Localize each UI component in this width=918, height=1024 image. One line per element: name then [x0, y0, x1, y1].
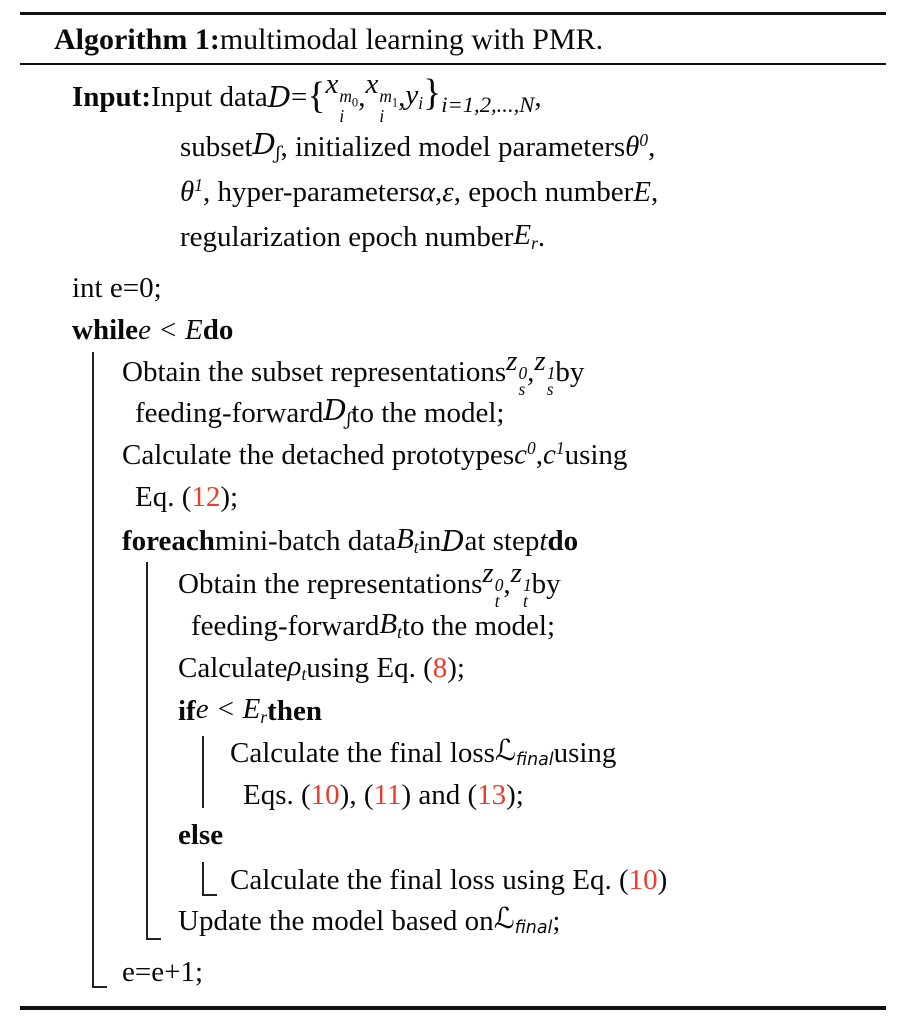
foreach-block-rule — [146, 562, 161, 940]
algorithm-title-text: multimodal learning with PMR. — [219, 23, 604, 56]
while-block-rule — [92, 352, 107, 988]
algorithm-line: feeding-forward $D_ʃ$ to the model; — [135, 393, 505, 431]
if-block-rule — [202, 736, 204, 808]
algorithm-title — [54, 20, 603, 60]
algorithm-line: if $e < E_r$ then — [178, 693, 322, 728]
else-block-rule — [202, 862, 217, 896]
algorithm-line: Eqs. ( 10 ), ( 11 ) and ( 13 ); — [243, 778, 524, 811]
algorithm-line: Eq. ( 12 ); — [135, 480, 239, 513]
bottom-rule — [20, 1006, 886, 1010]
algorithm-title-keyword: Algorithm 1: — [54, 23, 220, 56]
top-rule — [20, 12, 886, 15]
algorithm-line: e=e+1; — [122, 955, 204, 988]
algorithm-line: Calculate $\rho_t$ using Eq. ( 8 ); — [178, 650, 465, 685]
algorithm-line: Calculate the final loss ℒ$_{final}$ using — [230, 733, 617, 771]
algorithm-line: Calculate the detached prototypes $c^0$ , $c^1$ using — [122, 438, 628, 471]
algorithm-line: Calculate the final loss using Eq. ( 10 ) — [230, 863, 668, 896]
algorithm-line: Obtain the representations z 0 t , z 1 t by — [178, 556, 561, 612]
algorithm-line: while e < E do — [72, 313, 234, 346]
input-line: subset $D_ʃ$ , initialized model parameters $\theta^0$ , — [180, 127, 656, 165]
mid-rule — [20, 63, 886, 65]
algorithm-line: else — [178, 818, 224, 851]
algorithm-line: Update the model based on ℒ$_{final}$ ; — [178, 901, 561, 939]
input-line: Input: Input data D = { x $m_0$ i , x $m_1$ i , $y_i$ }$_{i=1,2,...,N}$ , — [72, 67, 542, 127]
algorithm-line: feeding-forward $B_t$ to the model; — [191, 608, 555, 643]
algorithm-line: Obtain the subset representations z 0 s , z 1 s by — [122, 344, 585, 400]
algorithm-line: int e=0; — [72, 271, 162, 304]
algorithm-line: foreach mini-batch data $B_t$ in D at step t do — [122, 523, 579, 558]
input-line: $\theta^1$ , hyper-parameters α , ε , epoch number E , — [180, 175, 659, 208]
input-line: regularization epoch number $E_r$ . — [180, 219, 546, 254]
